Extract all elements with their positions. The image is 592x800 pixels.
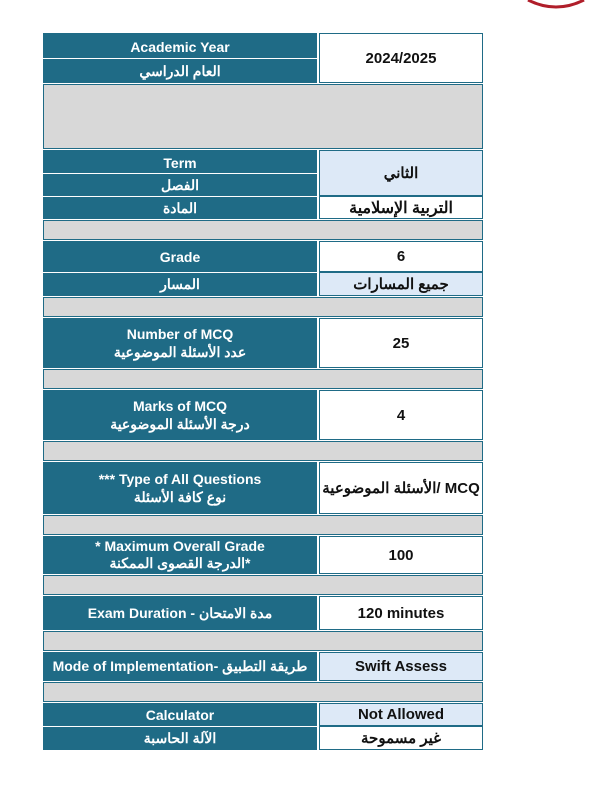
spacer <box>43 369 483 389</box>
spacer <box>43 220 483 240</box>
term-ar: الفصل <box>43 173 317 196</box>
mcq-marks-en: Marks of MCQ <box>132 398 228 414</box>
question-type-ar: نوع كافة الأسئلة <box>133 489 227 505</box>
academic-year-label <box>43 33 319 83</box>
calculator-ar-row <box>43 726 483 750</box>
mcq-count-label <box>43 318 319 368</box>
spacer <box>43 515 483 535</box>
subject-label: المادة <box>43 196 319 219</box>
mcq-marks-ar: درجة الأسئلة الموضوعية <box>110 416 250 432</box>
duration-value: 120 minutes <box>319 596 483 630</box>
max-grade-en: * Maximum Overall Grade <box>95 538 265 554</box>
spacer <box>43 575 483 595</box>
mcq-marks-value: 4 <box>319 390 483 440</box>
grade-row <box>43 241 483 272</box>
academic-year-en: Academic Year <box>130 38 230 55</box>
mcq-count-row <box>43 318 483 368</box>
calculator-value-ar: غير مسموحة <box>319 726 483 750</box>
question-type-value: MCQ /الأسئلة الموضوعية <box>319 462 483 514</box>
question-type-en: *** Type of All Questions <box>98 471 262 487</box>
mode-value: Swift Assess <box>319 652 483 681</box>
mcq-count-en: Number of MCQ <box>126 326 234 342</box>
max-grade-label <box>43 536 319 574</box>
track-value: جميع المسارات <box>319 272 483 296</box>
max-grade-row <box>43 536 483 574</box>
spacer <box>43 441 483 461</box>
calculator-row <box>43 703 483 726</box>
grade-label: Grade <box>43 241 319 272</box>
max-grade-value: 100 <box>319 536 483 574</box>
spacer <box>43 682 483 702</box>
academic-year-row <box>43 33 483 83</box>
spacer <box>43 84 483 149</box>
duration-row <box>43 596 483 630</box>
calculator-label-ar: الآلة الحاسبة <box>43 726 319 750</box>
academic-year-ar: العام الدراسي <box>43 58 317 83</box>
subject-row <box>43 196 483 219</box>
term-value: الثاني <box>319 150 483 196</box>
academic-year-value: 2024/2025 <box>319 33 483 83</box>
track-row <box>43 272 483 296</box>
mode-label: Mode of Implementation- طريقة التطبيق <box>43 652 319 681</box>
ministry-logo <box>520 0 592 16</box>
mcq-count-ar: عدد الأسئلة الموضوعية <box>113 344 247 360</box>
duration-label: Exam Duration - مدة الامتحان <box>43 596 319 630</box>
mcq-marks-label <box>43 390 319 440</box>
track-label: المسار <box>43 272 319 296</box>
mcq-marks-row <box>43 390 483 440</box>
subject-value: التربية الإسلامية <box>319 196 483 219</box>
spacer <box>43 297 483 317</box>
grade-value: 6 <box>319 241 483 272</box>
spacer <box>43 631 483 651</box>
max-grade-ar: *الدرجة القصوى الممكنة <box>109 555 251 571</box>
question-type-row <box>43 462 483 514</box>
term-en: Term <box>163 154 197 171</box>
term-label <box>43 150 319 196</box>
calculator-label-en: Calculator <box>43 703 319 726</box>
calculator-value-en: Not Allowed <box>319 703 483 726</box>
mode-row <box>43 652 483 681</box>
term-row <box>43 150 483 196</box>
question-type-label <box>43 462 319 514</box>
mcq-count-value: 25 <box>319 318 483 368</box>
